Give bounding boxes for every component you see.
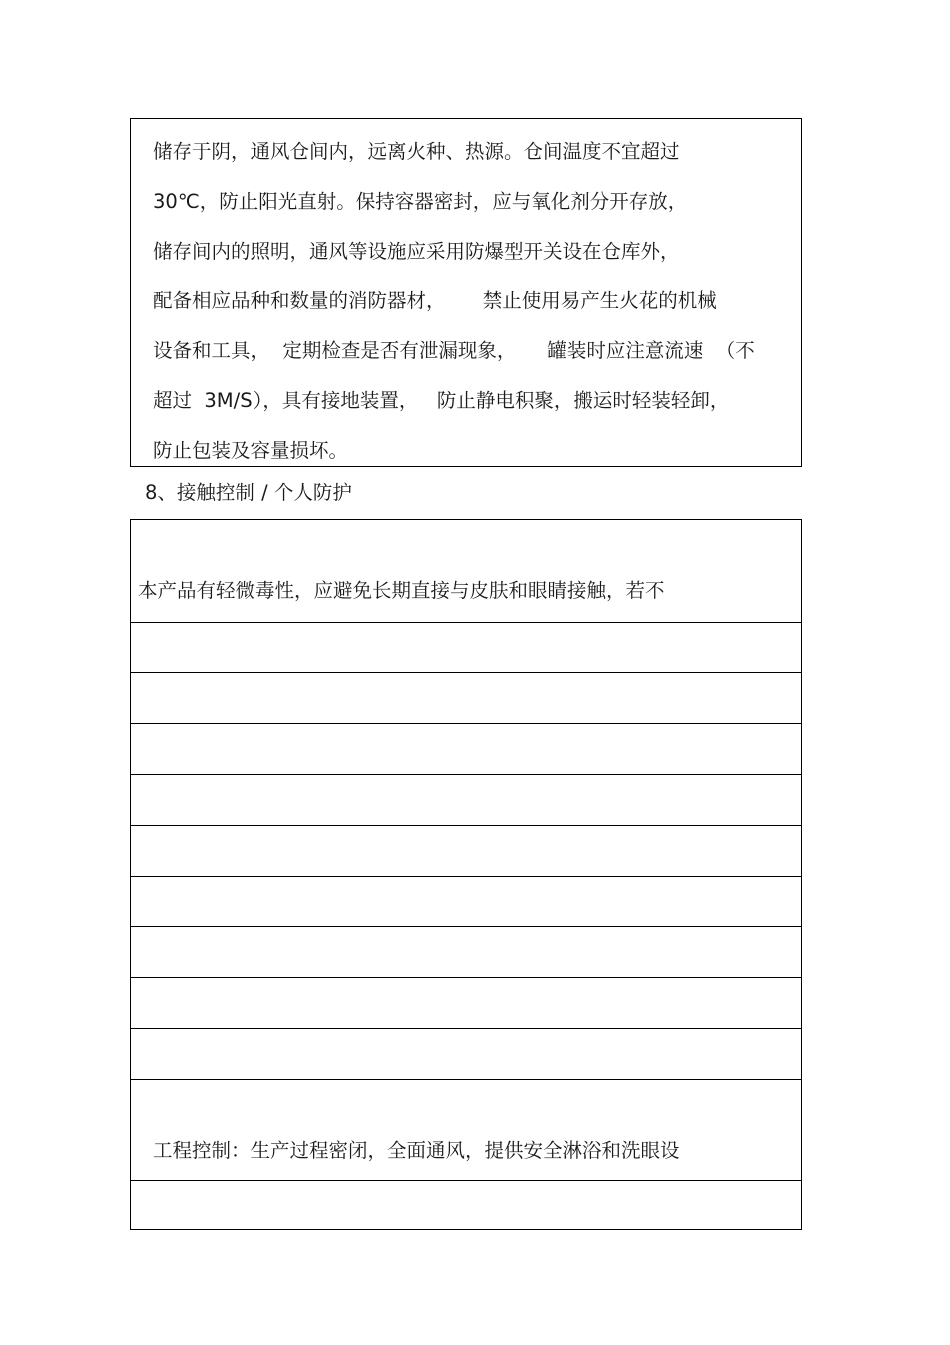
intro-line: 本产品有轻微毒性，应避免长期直接与皮肤和眼睛接触，若不 (138, 579, 665, 602)
hygiene-label-row (131, 672, 801, 723)
storage-line: 防止包装及容量损坏。 (153, 438, 349, 462)
storage-line: 30℃，防止阳光直射。保持容器密封，应与氧化剂分开存放， (153, 189, 688, 213)
storage-line: 超过 3M/S），具有接地装置， 防止静电积聚，搬运时轻装轻卸， (153, 388, 730, 412)
osha-row (131, 876, 801, 927)
engineering-control-row (131, 1079, 801, 1181)
engineering-line: 工程控制：生产过程密闭，全面通风，提供安全淋浴和洗眼设 (153, 1138, 680, 1162)
protection-label-row (131, 622, 801, 673)
respiratory-protection-row (131, 1180, 801, 1229)
storage-conditions-box (130, 118, 802, 467)
exposure-control-table (130, 519, 802, 1230)
detection-method-row (131, 1028, 801, 1079)
respiratory-protection (138, 1227, 801, 1229)
china-mac-row (131, 723, 801, 774)
section-heading: 8、接触控制 / 个人防护 (145, 481, 352, 504)
storage-line: 储存间内的照明，通风等设施应采用防爆型开关设在仓库外， (153, 239, 680, 263)
storage-line: 储存于阴，通风仓间内，远离火种、热源。仓间温度不宜超过 (153, 140, 680, 163)
ussr-mac-row (131, 774, 801, 825)
usa-tlv-stel-row (131, 977, 801, 1028)
intro-row (131, 520, 801, 622)
storage-line: 配备相应品种和数量的消防器材， 禁止使用易产生火花的机械 (153, 289, 717, 313)
storage-line: 设备和工具， 定期检查是否有泄漏现象， 罐装时应注意流速 （不 (153, 339, 755, 363)
acglh-row (131, 926, 801, 977)
usa-tvl-twa-row (131, 825, 801, 876)
